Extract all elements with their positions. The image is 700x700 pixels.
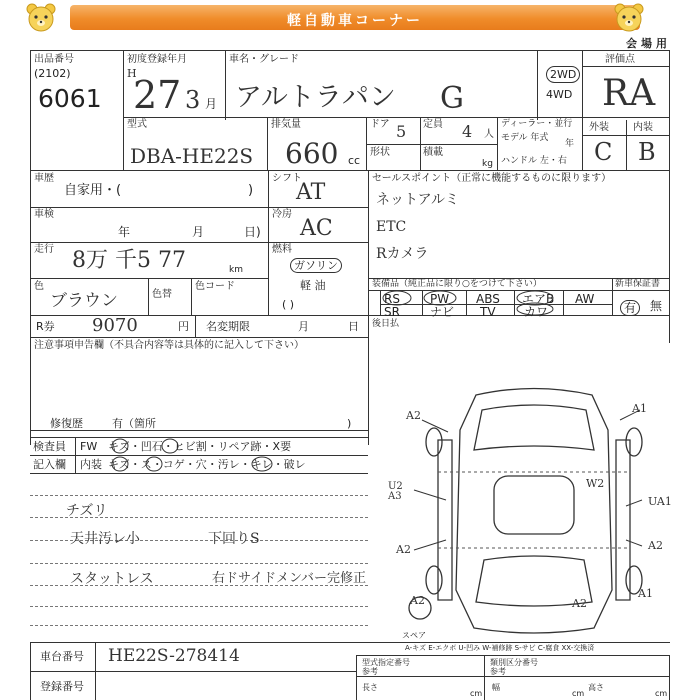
lot-number: 6061	[38, 84, 102, 113]
notes-label: 注意事項申告欄（不具合内容等は具体的に記入して下さい）	[34, 340, 304, 351]
sales-point-item: Rカメラ	[376, 246, 429, 262]
damage-mark: A2	[648, 539, 663, 552]
interior-check-items: キズ・ス・コゲ・穴・汚レ・キレ・破レ	[108, 458, 306, 471]
displacement-unit: cc	[348, 154, 361, 167]
inspection-year-unit: 年	[118, 225, 131, 239]
sales-point-label: セールスポイント（正常に機能するものに限ります）	[372, 173, 612, 184]
damage-mark: A2	[572, 597, 587, 610]
exterior-label: 外装	[589, 122, 609, 133]
damage-mark: A2	[406, 409, 421, 422]
class-ref: 参考	[490, 667, 506, 676]
bear-mascot-icon	[24, 2, 58, 34]
equipment-abs: ABS	[476, 292, 500, 306]
remark-line: スタットレス	[70, 571, 154, 587]
capacity-value: 4	[462, 122, 473, 141]
displacement-label: 排気量	[271, 119, 301, 130]
name-change-label: 名変期限	[206, 320, 250, 333]
interior-check-label: 内装	[80, 458, 102, 471]
reg-number-label: 登録番号	[40, 680, 84, 693]
registration-month-unit: 月	[205, 97, 218, 111]
exterior-value: C	[594, 138, 613, 166]
interior-value: B	[638, 138, 656, 166]
equipment-rs-circled: RS	[384, 292, 400, 306]
recycle-label: R券	[36, 320, 55, 333]
damage-mark: U2 A3	[388, 481, 403, 502]
spare-label: スペア	[402, 631, 426, 640]
fw-label: FW	[80, 440, 98, 453]
color-value: ブラウン	[50, 291, 118, 311]
inspector-entry-label: 記入欄	[33, 458, 66, 471]
fuel-gasoline-circled: ガソリン	[290, 258, 342, 273]
damage-mark: A1	[632, 402, 647, 415]
model-label: 型式	[127, 119, 147, 130]
fuel-label: 燃料	[272, 244, 292, 255]
load-label: 積載	[423, 147, 443, 158]
damage-mark: A2	[410, 594, 425, 607]
color-change-label: 色替	[152, 289, 172, 300]
name-change-month-unit: 月	[298, 320, 309, 333]
color-label: 色	[34, 281, 44, 292]
car-name: アルトラパン	[235, 82, 396, 113]
remark-line: チズリ	[66, 503, 108, 519]
inspector-label: 検査員	[33, 440, 66, 453]
bear-mascot-icon	[612, 2, 646, 34]
sales-point-item: ETC	[376, 219, 407, 235]
equipment-aw: AW	[575, 292, 595, 306]
remark-line: 下回りS	[208, 531, 260, 547]
score-value: RA	[602, 73, 656, 114]
car-name-label: 車名・グレード	[229, 54, 299, 65]
height-unit: cm	[655, 689, 668, 698]
banner-title: 軽自動車コーナー	[287, 13, 423, 29]
inspection-label: 車検	[34, 209, 54, 220]
equipment-circles	[380, 290, 612, 315]
warranty-yes-circled: 有	[620, 300, 640, 316]
damage-mark: A1	[638, 587, 653, 600]
venue-label: 会場用	[626, 37, 671, 50]
usage-value: 自家用・(	[64, 183, 122, 198]
doors-label: ドア	[370, 119, 390, 130]
remark-line: 天井汚レ小	[70, 531, 140, 547]
width-unit: cm	[572, 689, 585, 698]
equipment-navi: ナビ	[430, 305, 455, 319]
width-label: 幅	[492, 683, 500, 692]
fuel-diesel: 軽 油	[300, 279, 326, 292]
height-label: 高さ	[588, 683, 604, 692]
name-change-day-unit: 日	[348, 320, 359, 333]
model-value: DBA-HE22S	[130, 144, 254, 168]
load-unit: kg	[482, 159, 493, 169]
repair-label: 修復歴	[50, 417, 83, 430]
chassis-value: HE22S-278414	[108, 646, 240, 666]
aircon-value: AC	[300, 216, 333, 241]
repair-close: )	[347, 417, 352, 430]
length-unit: cm	[470, 689, 483, 698]
capacity-label: 定員	[423, 119, 443, 130]
usage-close: )	[248, 183, 254, 198]
aircon-label: 冷房	[272, 209, 292, 220]
warranty-label: 新車保証書	[615, 279, 661, 289]
length-label: 長さ	[362, 683, 378, 692]
lot-code: (2102)	[34, 67, 71, 80]
registration-month: 3	[185, 86, 201, 114]
mileage-label: 走行	[34, 244, 54, 255]
capacity-unit: 人	[484, 129, 494, 140]
designated-number-label: 型式指定番号	[362, 658, 410, 667]
damage-mark: UA1	[648, 495, 672, 508]
banner-bar	[70, 5, 640, 30]
model-year-label: モデル 年式	[501, 133, 549, 143]
dealer-label: ディーラー・並行	[501, 119, 573, 129]
car-grade: G	[440, 81, 464, 116]
equipment-airbag-circled: エアB	[522, 292, 555, 306]
recycle-unit: 円	[178, 320, 189, 333]
fw-items: キズ・凹石・ヒビ割・リペア跡・X要	[108, 440, 292, 453]
lot-label: 出品番号	[34, 54, 74, 65]
score-label: 評価点	[605, 54, 635, 65]
fuel-other: ( )	[282, 298, 295, 311]
equipment-leather: カワ	[524, 305, 549, 319]
sales-point-item: ネットアルミ	[376, 192, 460, 208]
chassis-label: 車台番号	[40, 650, 84, 663]
shape-label: 形状	[370, 147, 390, 158]
color-code-label: 色コード	[195, 281, 235, 292]
equipment-sr: SR	[384, 305, 400, 319]
after-label: 後日払	[372, 319, 400, 329]
shift-label: シフト	[272, 173, 302, 184]
equipment-tv: TV	[480, 305, 496, 319]
displacement-value: 660	[285, 137, 339, 170]
designated-ref: 参考	[362, 667, 378, 676]
remark-line: 右ドサイドメンバー完修正	[212, 571, 367, 586]
inspector-circles	[100, 437, 368, 473]
registration-year: 27	[133, 73, 182, 117]
doors-value: 5	[396, 122, 407, 141]
top-banner	[0, 0, 700, 36]
warranty-no: 無	[650, 299, 663, 313]
handle-label: ハンドル 左・右	[501, 156, 567, 166]
mileage-value: 8万 千5 77	[72, 248, 186, 273]
equipment-pw-circled: PW	[430, 292, 450, 306]
usage-label: 車歴	[34, 173, 54, 184]
damage-legend: A-キズ E-エクボ U-凹み W-補修跡 S-サビ C-腐食 XX-交換済	[405, 644, 595, 652]
drive-2wd-circled: 2WD	[546, 66, 580, 83]
registration-era: H	[127, 67, 137, 80]
inspection-day-unit: 日)	[244, 225, 261, 239]
inspection-month-unit: 月	[192, 225, 205, 239]
recycle-value: 9070	[92, 315, 138, 336]
shift-value: AT	[296, 180, 326, 205]
model-year-unit: 年	[565, 139, 575, 149]
damage-mark: W2	[586, 477, 605, 490]
equipment-label: 装備品（純正品に限り○をつけて下さい）	[372, 279, 542, 289]
registration-label: 初度登録年月	[127, 54, 187, 65]
mileage-unit: km	[229, 265, 243, 275]
drive-4wd: 4WD	[546, 88, 573, 101]
repair-value: 有（箇所	[112, 417, 156, 430]
interior-label: 内装	[633, 122, 653, 133]
car-body-diagram	[398, 380, 670, 642]
damage-mark: A2	[396, 543, 411, 556]
class-number-label: 類別区分番号	[490, 658, 538, 667]
